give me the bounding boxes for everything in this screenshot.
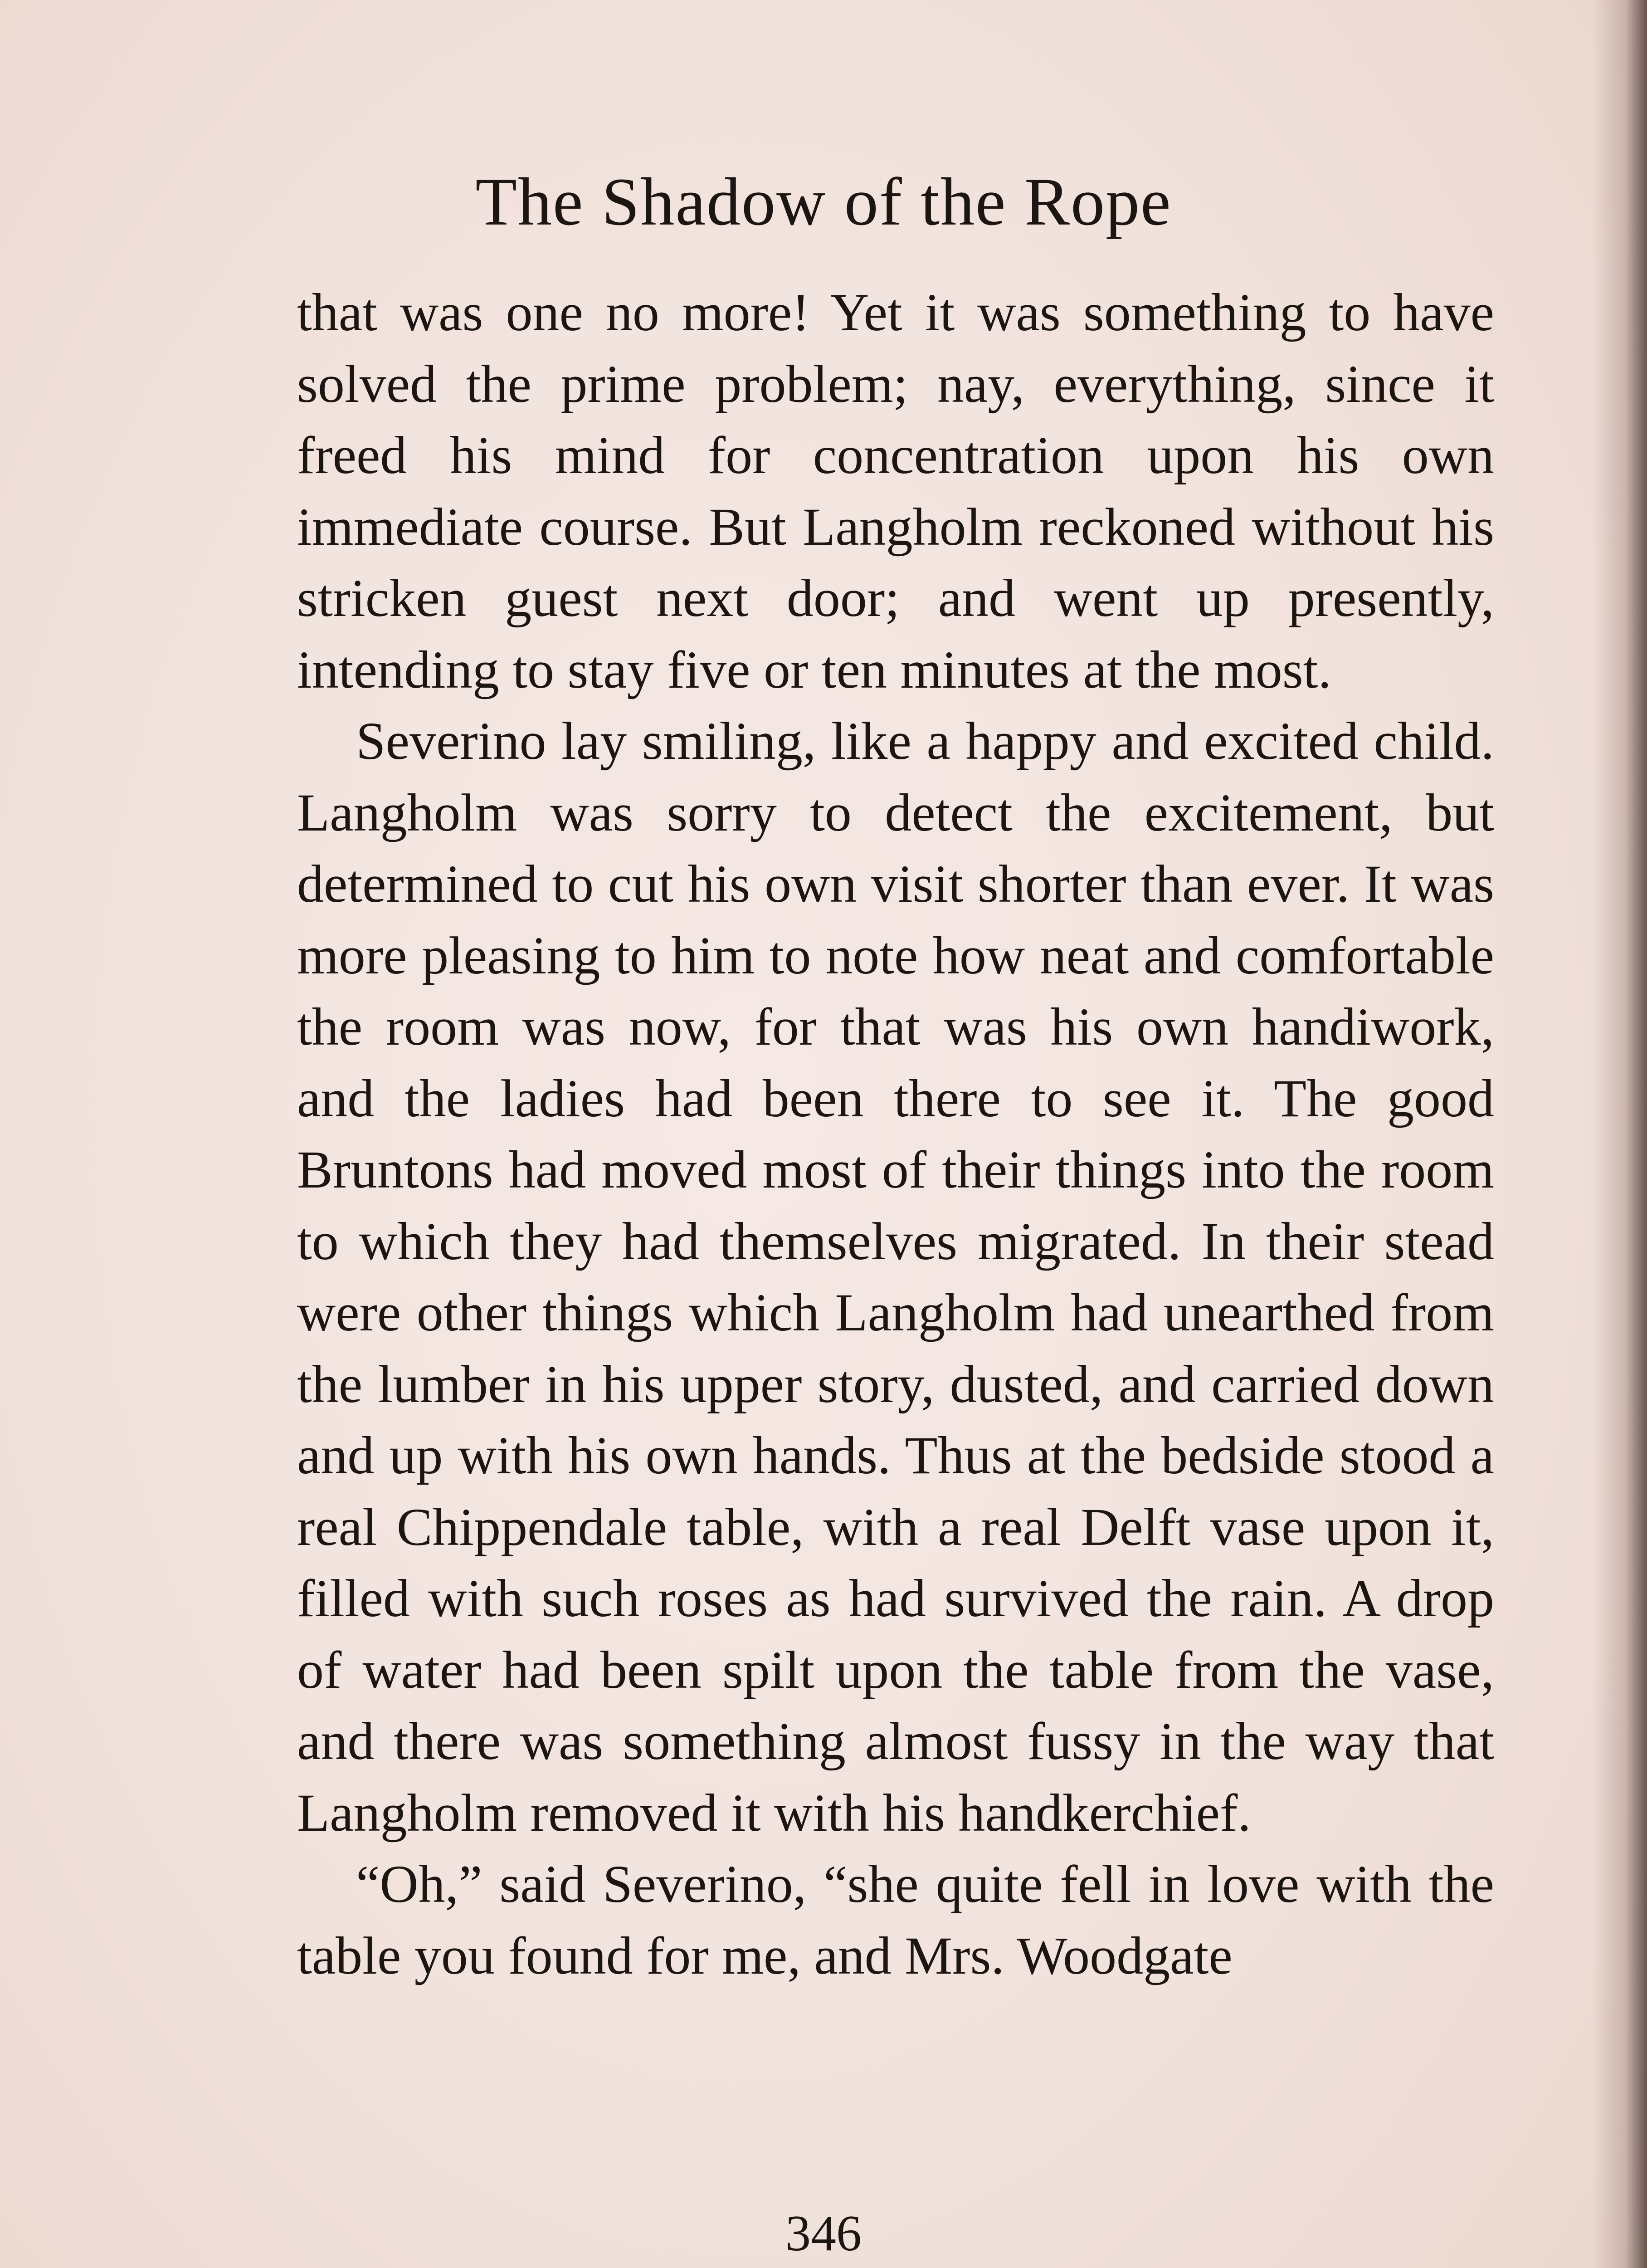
- body-text: [297, 277, 1494, 1991]
- paragraph-2: Severino lay smiling, like a happy and excited child. Langholm was sorry to detect the excitement, but determined to cut his own visit shorter than ever. It was more pleasing to him to note how neat and comfortable the room was now, for that was his own handiwork, and the ladies had been there to see it. The good Bruntons had moved most of their things into the room to which they had themselves migrated. In their stead were other things which Langholm had unearthed from the lumber in his upper story, dusted, and carried down and up with his own hands. Thus at the bedside stood a real Chippendale table, with a real Delft vase upon it, filled with such roses as had survived the rain. A drop of water had been spilt upon the table from the vase, and there was something almost fussy in the way that Langholm removed it with his handkerchief.: [297, 711, 1494, 1843]
- paragraph-1: that was one no more! Yet it was something to have solved the prime problem; nay, everything, since it freed his mind for concentration upon his own immediate course. But Langholm reckoned without his stricken guest next door; and went up presently, intending to stay five or ten minutes at the most.: [297, 283, 1494, 699]
- running-head: The Shadow of the Rope: [475, 164, 1172, 240]
- page-number: 346: [785, 2205, 862, 2262]
- page-edge-shadow: [1593, 0, 1647, 2268]
- paragraph-3: “Oh,” said Severino, “she quite fell in love with the table you found for me, and Mrs. Woodgate: [297, 1854, 1494, 1985]
